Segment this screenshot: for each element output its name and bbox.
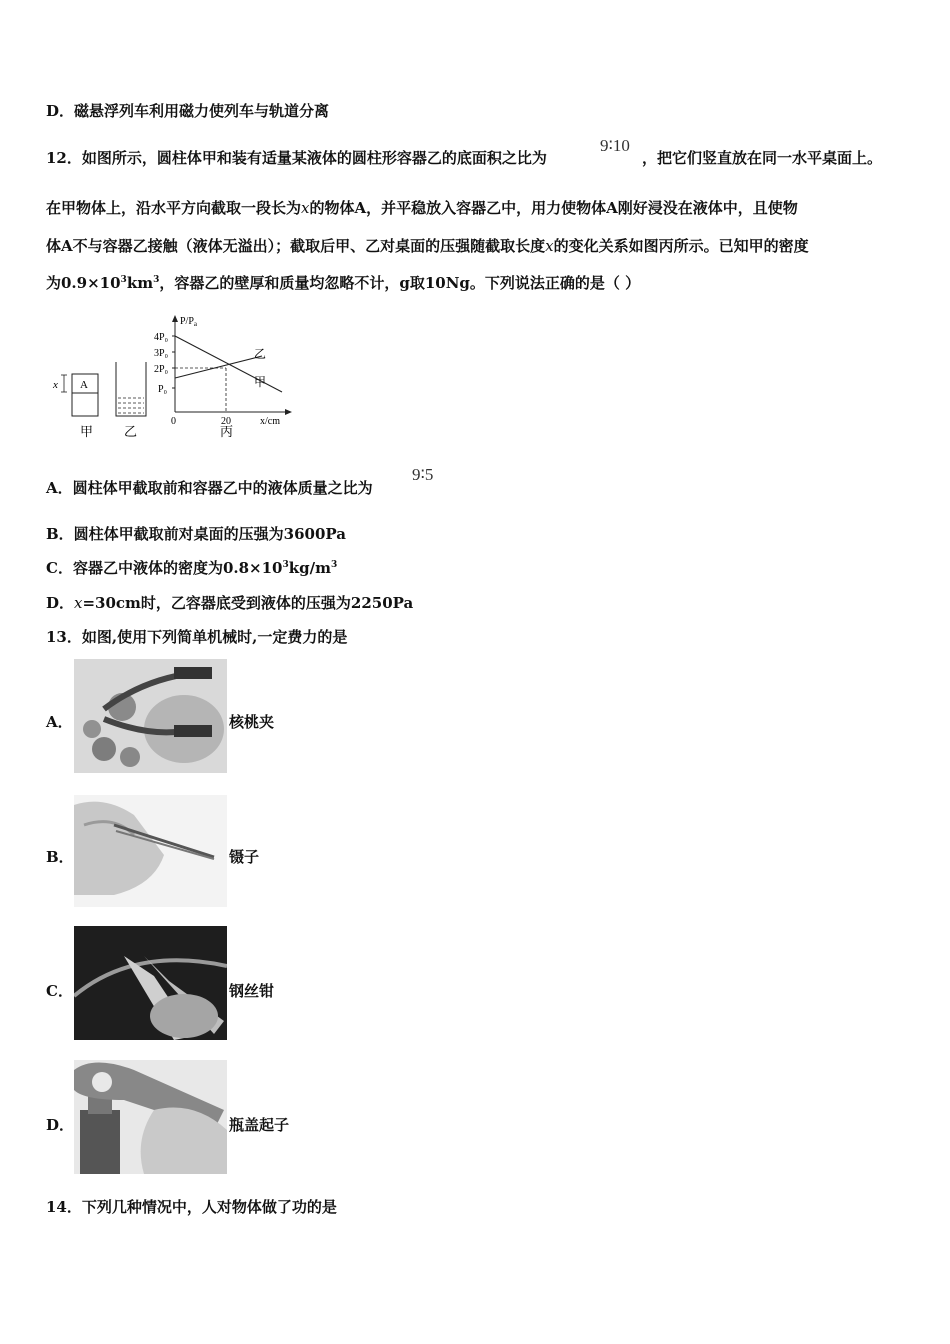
y-axis-label: $P/P_a$ xyxy=(180,316,198,328)
q12-option-c-sup2: 3 xyxy=(330,560,338,570)
q12-option-d-b: =30cm时，乙容器底受到液体的压强为2250Pa xyxy=(82,594,414,612)
q13-stem: 13．如图,使用下列简单机械时,一定费力的是 xyxy=(46,628,348,646)
y-tick-3p0: 3P₀ xyxy=(154,348,169,359)
x-tick-20: 20 xyxy=(221,416,231,427)
x-tick-0: 0 xyxy=(171,416,176,427)
cylinder-jia-diagram xyxy=(52,374,98,439)
q12-var-x: x xyxy=(545,237,554,255)
q12-stem-line4-c: ，容器乙的壁厚和质量均忽略不计，g取10Ng。下列说法正确的是（ ） xyxy=(159,274,641,292)
q12-sup2: 3 xyxy=(153,275,160,285)
q12-option-d-x: x xyxy=(74,594,83,612)
label-A: A xyxy=(80,379,88,391)
series-label-yi: 乙 xyxy=(254,347,267,361)
q13-option-a-letter: A． xyxy=(46,713,73,731)
x-axis-label: x/cm xyxy=(260,416,280,427)
q13-option-b-name: 镊子 xyxy=(229,848,260,866)
wire-pliers-photo xyxy=(74,926,227,1040)
q12-stem-line4-a: 为0.9×10 xyxy=(46,274,121,292)
q12-stem-line1-end: ，把它们竖直放在同一水平桌面上。 xyxy=(642,149,883,167)
q12-option-d-a: D． xyxy=(46,594,75,612)
y-tick-4p0: 4P₀ xyxy=(154,332,169,343)
q12-option-c-a: C．容器乙中液体的密度为0.8×10 xyxy=(46,559,283,577)
q12-figure xyxy=(50,312,310,442)
walnut-cracker-photo xyxy=(74,659,227,773)
q14-stem: 14．下列几种情况中，人对物体做了功的是 xyxy=(46,1198,337,1216)
q13-option-d-letter: D． xyxy=(46,1116,75,1134)
q12-var-x: x xyxy=(301,199,310,217)
prev-question-option-d: D．磁悬浮列车利用磁力使列车与轨道分离 xyxy=(46,102,330,120)
label-jia: 甲 xyxy=(80,424,94,439)
q12-stem-line4-b: km xyxy=(126,274,154,292)
label-x: x xyxy=(53,379,58,391)
q13-option-d-name: 瓶盖起子 xyxy=(229,1116,290,1134)
q12-stem-line4 xyxy=(46,272,640,294)
q12-option-c xyxy=(46,557,337,579)
container-yi-diagram xyxy=(116,362,146,439)
label-yi: 乙 xyxy=(124,424,138,439)
q12-option-c-sup: 3 xyxy=(282,560,289,570)
pressure-graph xyxy=(154,315,292,439)
q12-stem-line3 xyxy=(46,235,809,257)
q12-option-c-b: kg/m xyxy=(288,559,331,577)
q12-stem-text: 12．如图所示，圆柱体甲和装有适量某液体的圆柱形容器乙的底面积之比为 xyxy=(46,149,547,167)
q12-option-b: B．圆柱体甲截取前对桌面的压强为3600Pa xyxy=(46,525,347,543)
q12-area-ratio: 9∶10 xyxy=(600,136,630,155)
label-bing: 丙 xyxy=(220,424,234,439)
y-tick-p0: P₀ xyxy=(158,384,168,395)
tweezers-photo xyxy=(74,795,227,907)
q12-stem-line3-a: 体A不与容器乙接触（液体无溢出）；截取后甲、乙对桌面的压强随截取长度 xyxy=(46,237,546,255)
q12-stem-line2-b: 的物体A，并平稳放入容器乙中，用力使物体A刚好浸没在液体中，且使物 xyxy=(309,199,798,217)
y-tick-2p0: 2P₀ xyxy=(154,364,169,375)
q12-mass-ratio: 9∶5 xyxy=(412,465,434,484)
bottle-opener-photo xyxy=(74,1060,227,1174)
q12-stem-line2-a: 在甲物体上，沿水平方向截取一段长为 xyxy=(46,199,302,217)
q12-stem-line3-b: 的变化关系如图丙所示。已知甲的密度 xyxy=(553,237,809,255)
q12-stem-line1 xyxy=(46,147,547,169)
q12-option-d xyxy=(46,592,413,614)
q12-option-a: A．圆柱体甲截取前和容器乙中的液体质量之比为 xyxy=(46,479,373,497)
q12-stem-line2 xyxy=(46,197,798,219)
q13-option-a-name: 核桃夹 xyxy=(229,713,275,731)
q13-option-c-letter: C． xyxy=(46,982,73,1000)
q13-option-c-name: 钢丝钳 xyxy=(229,982,275,1000)
q13-option-b-letter: B． xyxy=(46,848,74,866)
q12-sup: 3 xyxy=(120,275,127,285)
series-label-jia: 甲 xyxy=(254,375,267,389)
